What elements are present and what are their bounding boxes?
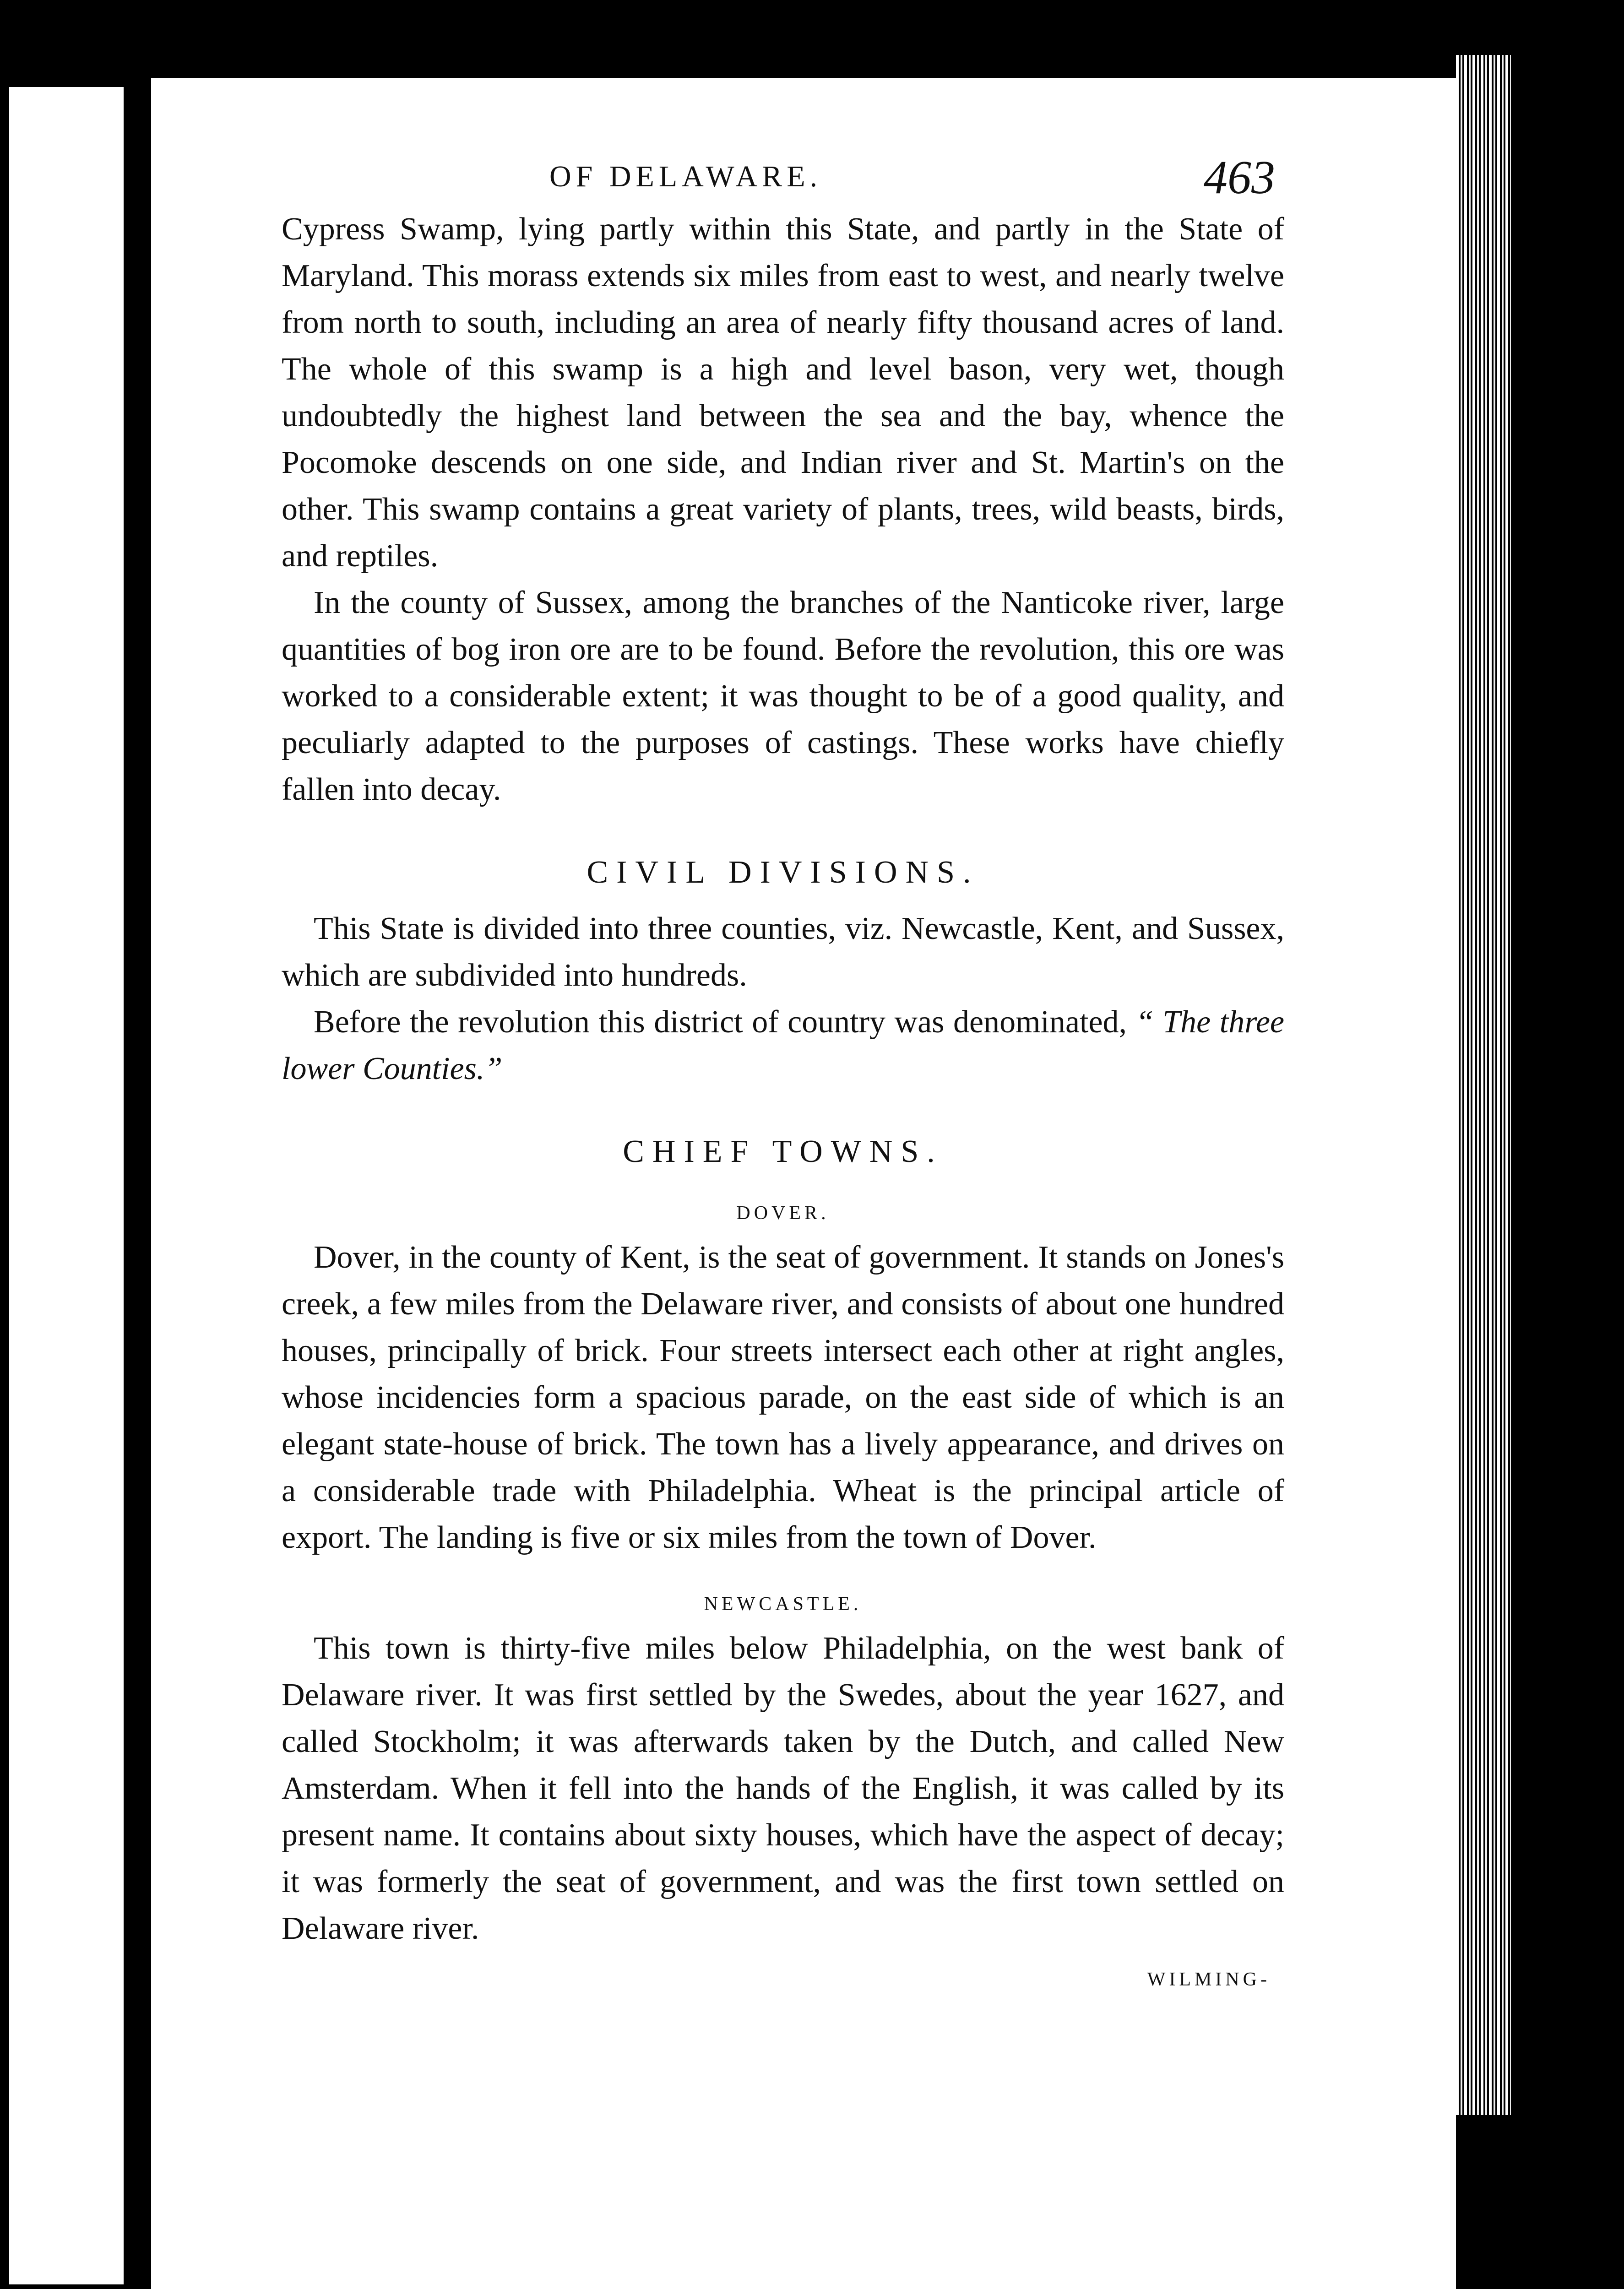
paragraph-counties: This State is divided into three counties, viz. Newcastle, Kent, and Sussex, which are subdivided into hundreds. — [282, 911, 1284, 993]
paragraph-cypress-swamp: Cypress Swamp, lying partly within this State, and partly in the State of Maryland. This morass extends six miles from east to west, and nearly twelve from north to south, including an area of nearly fifty thousand acres of land. The whole of this swamp is a high and level bason, very wet, though undoubtedly the highest land between the sea and the bay, whence the Pocomoke descends on one side, and Indian river and St. Martin's on the other. This swamp contains a great variety of plants, trees, wild beasts, birds, and reptiles. — [282, 212, 1284, 574]
paragraph-newcastle: This town is thirty-five miles below Philadelphia, on the west bank of Delaware river. It was first settled by the Swedes, about the year 1627, and called Stockholm; it was afterwards taken by the Dutch, and called New Amsterdam. When it fell into the hands of the English, it was called by its present name. It contains about sixty houses, which have the aspect of decay; it was formerly the seat of government, and was the first town settled on Delaware river. — [282, 1631, 1284, 1946]
running-head: OF DELAWARE. — [549, 160, 822, 193]
lower-counties-text: Before the revolution this district of country was denominated, — [314, 1004, 1127, 1040]
subheading-dover: DOVER. — [736, 1203, 830, 1224]
section-title-chief-towns: CHIEF TOWNS. — [623, 1134, 943, 1169]
facing-page-edge — [9, 87, 124, 2284]
section-title-civil-divisions: CIVIL DIVISIONS. — [587, 855, 979, 890]
lower-counties-quote: “ The three lower Counties.” — [282, 1004, 1284, 1086]
paragraph-dover: Dover, in the county of Kent, is the seat of government. It stands on Jones's creek, a few miles from the Delaware river, and consists of about one hundred houses, principally of brick. Four streets intersect each other at right angles, whose incidencies form a spacious parade, on the east side of which is an elegant state-house of brick. The town has a lively appearance, and drives on a considerable trade with Philadelphia. Wheat is the principal article of export. The landing is five or six miles from the town of Dover. — [282, 1240, 1284, 1555]
paragraph-bog-iron: In the county of Sussex, among the branches of the Nanticoke river, large quantities of bog iron ore are to be found. Before the revolution, this ore was worked to a considerable extent; it was thought to be of a good quality, and peculiarly adapted to the purposes of castings. These works have chiefly fallen into decay. — [282, 585, 1284, 807]
page-header — [282, 151, 1284, 206]
page-number: 463 — [1204, 151, 1275, 204]
page-content — [282, 151, 1284, 1991]
catchword: WILMING- — [1147, 1969, 1271, 1990]
subheading-newcastle: NEWCASTLE. — [704, 1594, 862, 1615]
paragraph-lower-counties — [282, 999, 1284, 1092]
page-edges — [1456, 55, 1511, 2115]
